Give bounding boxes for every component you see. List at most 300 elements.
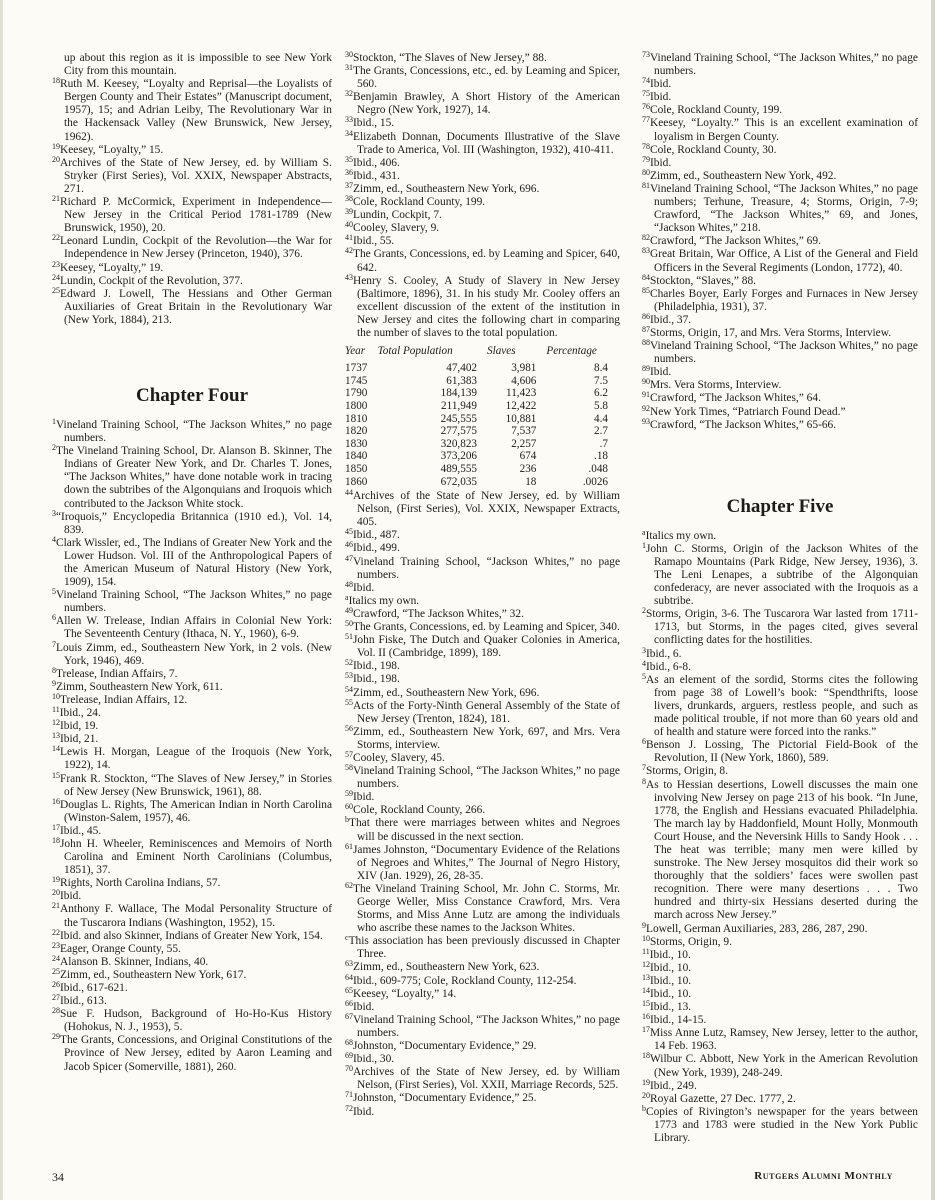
footnote-marker: 10 xyxy=(642,933,650,943)
footnote xyxy=(345,935,620,961)
footnote-text: Benson J. Lossing, The Pictorial Field-Book of the Revolution, II (New York, 1860), 589. xyxy=(646,739,918,765)
footnote xyxy=(52,235,332,261)
footnote-marker: 79 xyxy=(642,154,650,164)
footnote-marker: 78 xyxy=(642,141,650,151)
table-row xyxy=(345,400,620,413)
table-cell: 184,139 xyxy=(440,387,477,400)
footnote-marker: 31 xyxy=(345,63,353,73)
footnote-marker: 89 xyxy=(642,364,650,374)
footnote-text: Lowell, German Auxiliaries, 283, 286, 287, 290. xyxy=(646,922,868,935)
footnote xyxy=(345,961,620,974)
footnote-text: Crawford, “The Jackson Whites,” 65-66. xyxy=(650,418,837,431)
footnote-marker: 24 xyxy=(52,953,60,963)
footnote xyxy=(345,490,620,529)
footnote-text: Ibid. xyxy=(353,791,375,804)
footnote-text: Wilbur C. Abbott, New York in the American Revolution (New York, 1939), 248-249. xyxy=(650,1053,918,1079)
footnote-text: Cole, Rockland County, 30. xyxy=(650,143,777,156)
footnote-text: Cole, Rockland County, 199. xyxy=(353,196,486,209)
table-cell: 2,257 xyxy=(511,437,537,450)
footnote-text: Clark Wissler, ed., The Indians of Greater New York and the Lower Hudson. Vol. III of the Anthropological Papers of the American Museum of Natural History (New York, 1909), 154. xyxy=(56,536,332,589)
footnote-marker: 93 xyxy=(642,416,650,426)
footnote xyxy=(642,946,918,962)
footnote xyxy=(345,209,620,222)
footnote xyxy=(345,117,620,130)
footnote-text: Crawford, “The Jackson Whites,” 32. xyxy=(353,607,524,620)
table-cell: 1745 xyxy=(345,374,368,387)
footnote-marker: 92 xyxy=(642,403,650,413)
footnote-text: Zimm, Southeastern New York, 611. xyxy=(56,680,223,693)
footnote-marker: 50 xyxy=(345,619,353,629)
footnote-text: Ibid., 198. xyxy=(353,673,400,686)
footnote-marker: 86 xyxy=(642,311,650,321)
footnote-text: Italics my own. xyxy=(348,594,420,607)
footnote-text: Trelease, Indian Affairs, 12. xyxy=(60,693,188,706)
footnote-text: Ibid., 55. xyxy=(353,235,395,248)
footnote xyxy=(642,608,918,647)
footnote-marker: 18 xyxy=(642,1051,650,1061)
footnote-marker: 68 xyxy=(345,1038,353,1048)
table-cell: 320,823 xyxy=(440,437,477,450)
table-cell: 12,422 xyxy=(505,399,537,412)
footnote-text: Ibid., 431. xyxy=(353,169,400,182)
footnote-marker: 16 xyxy=(642,1012,650,1022)
footnote xyxy=(345,673,620,686)
footnote-text: Ibid. xyxy=(353,1000,375,1013)
footnote xyxy=(642,340,918,366)
footnote-text: Ibid. xyxy=(650,366,672,379)
footnote xyxy=(345,542,620,555)
footnote-marker: 42 xyxy=(345,246,353,256)
footnote-text: Rights, North Carolina Indians, 57. xyxy=(60,877,221,890)
footnote-marker: 64 xyxy=(345,972,353,982)
footnote-marker: 39 xyxy=(345,207,353,217)
footnote-marker: 44 xyxy=(345,488,353,498)
footnote-marker: 91 xyxy=(642,390,650,400)
footnote xyxy=(642,392,918,405)
footnote xyxy=(52,154,332,196)
footnote xyxy=(52,1034,332,1073)
footnote xyxy=(642,272,918,288)
footnote-marker: 73 xyxy=(642,50,650,59)
footnote xyxy=(52,615,332,641)
footnote-marker: 14 xyxy=(52,744,60,754)
footnote xyxy=(642,141,918,157)
footnote xyxy=(642,645,918,661)
footnote-marker: 58 xyxy=(345,763,353,773)
footnote xyxy=(52,940,332,956)
footnote-marker: 63 xyxy=(345,959,353,969)
table-row xyxy=(345,463,620,476)
footnote-marker: 1 xyxy=(52,416,56,426)
footnote xyxy=(52,890,332,903)
footnote-marker: 14 xyxy=(642,986,650,995)
footnote-text: Ibid. xyxy=(650,91,672,104)
footnote-marker: 33 xyxy=(345,115,353,125)
footnote-text: Ibid., 14-15. xyxy=(650,1014,707,1027)
footnote-marker: 17 xyxy=(52,822,60,832)
footnote xyxy=(345,697,620,726)
footnote-marker: 20 xyxy=(52,888,60,898)
footnote-text: Ibid., 30. xyxy=(353,1053,395,1066)
footnote xyxy=(345,1040,620,1053)
footnote-marker: 45 xyxy=(345,527,353,537)
footnote-marker: 4 xyxy=(52,534,56,544)
table-row xyxy=(345,387,620,400)
footnote-text: Storms, Origin, 8. xyxy=(646,765,728,778)
footnote xyxy=(345,723,620,752)
footnote-text: Cooley, Slavery, 9. xyxy=(353,222,440,235)
footnote-text: Archives of the State of New Jersey, ed. by William S. Stryker (First Series), Vol. XXIX, Newspaper Abstracts, 271. xyxy=(60,156,332,195)
footnote-marker: 19 xyxy=(52,875,60,885)
footnote-marker: 60 xyxy=(345,802,353,812)
chapter-five-heading: Chapter Five xyxy=(726,495,834,517)
footnote xyxy=(642,104,918,117)
table-cell: 4,606 xyxy=(511,374,537,387)
footnote-text: Lewis H. Morgan, League of the Iroquois (New York, 1922), 14. xyxy=(60,746,332,772)
footnote-marker: 1 xyxy=(642,540,646,550)
footnote-marker: 35 xyxy=(345,154,353,164)
footnote-marker: 13 xyxy=(642,972,650,982)
footnote xyxy=(642,248,918,274)
footnote xyxy=(642,324,918,340)
footnote-text: Trelease, Indian Affairs, 7. xyxy=(56,667,178,680)
footnote xyxy=(345,765,620,791)
footnote-marker: 22 xyxy=(52,233,60,243)
footnote-marker: 69 xyxy=(345,1051,353,1061)
page-number: 34 xyxy=(52,1170,64,1184)
footnote-marker: 12 xyxy=(642,959,650,969)
footnote-marker: 40 xyxy=(345,220,353,230)
footnote-marker: b xyxy=(642,1103,646,1113)
footnote xyxy=(345,880,620,935)
footnote-marker: b xyxy=(345,815,349,825)
footnote xyxy=(52,691,332,707)
footnote-marker: 25 xyxy=(52,285,60,295)
footnote-marker: 80 xyxy=(642,167,650,177)
table-cell: 5.8 xyxy=(594,399,608,412)
publication-name: Rutgers Alumni Monthly xyxy=(754,1170,893,1182)
footnote-text: John H. Wheeler, Reminiscences and Memoirs of North Carolina and Eminent North Carolinians (Columbus, 1851), 37. xyxy=(60,837,332,877)
footnote-text: Keesey, “Loyalty,” 14. xyxy=(353,987,457,1000)
footnote-text: Ibid., 499. xyxy=(353,542,400,555)
footnote-marker: 20 xyxy=(642,1090,650,1100)
footnote xyxy=(345,791,620,804)
footnote-text: Crawford, “The Jackson Whites,” 69. xyxy=(650,235,821,248)
table-cell: 11,423 xyxy=(506,387,537,400)
table-cell: .18 xyxy=(594,450,608,463)
footnote-marker: 23 xyxy=(52,259,60,269)
table-row xyxy=(345,375,620,388)
footnote xyxy=(52,665,332,681)
footnote xyxy=(345,529,620,542)
footnote xyxy=(345,1066,620,1092)
footnote xyxy=(52,141,332,157)
footnote-text: Lundin, Cockpit, 7. xyxy=(353,209,442,222)
footnote xyxy=(345,235,620,248)
chapter-four-footnotes-continued xyxy=(345,52,620,340)
footnote xyxy=(642,972,918,988)
footnote xyxy=(52,416,332,445)
footnote-text: As to Hessian desertions, Lowell discusses the main one involving New Jersey on page 213 of his book. “In June, 1778, the English and Hessians evacuated Philadelphia. The march lay by Haddonfield, Mount Holly, Monmouth Court House, and the Neversink Hills to Sandy Hook . . . The heat was terrible; many men were killed by sunstroke. The New Jersey mosquitos did their work so thoroughly that the soldiers’ faces were swollen past recognition. There were many desertions . . . Two hundred and thirty-six Hessians deserted during the march across New Jersey.” xyxy=(646,778,918,922)
footnote-text: Ibid., 609-775; Cole, Rockland County, 112-254. xyxy=(353,974,577,987)
footnote-text: Cooley, Slavery, 45. xyxy=(353,751,445,764)
column-left xyxy=(52,52,332,1132)
footnote-marker: 66 xyxy=(345,998,353,1008)
footnote xyxy=(642,658,918,674)
footnote xyxy=(52,707,332,720)
footnote xyxy=(345,660,620,673)
footnote xyxy=(52,445,332,510)
footnote xyxy=(642,933,918,949)
table-header-cell: Slaves xyxy=(487,345,516,358)
footnote-text: Lundin, Cockpit of the Revolution, 377. xyxy=(60,274,243,287)
footnote xyxy=(52,927,332,943)
footnote-text: Ibid. xyxy=(60,890,82,903)
footnote-marker: 83 xyxy=(642,246,650,256)
footnote-marker: 47 xyxy=(345,553,353,563)
footnote xyxy=(642,167,918,183)
footnote xyxy=(52,508,332,537)
footnote-text: Ibid., 6. xyxy=(646,647,682,660)
footnote xyxy=(52,589,332,615)
column-right xyxy=(642,50,918,1145)
table-cell: 7,537 xyxy=(511,425,537,438)
footnote-marker: 9 xyxy=(642,920,646,930)
footnote-marker: 29 xyxy=(52,1032,60,1042)
footnote-text: Crawford, “The Jackson Whites,” 64. xyxy=(650,392,821,405)
table-cell: 489,555 xyxy=(440,462,477,475)
table-cell: 672,035 xyxy=(440,475,477,488)
footnote-text: Ibid., 10. xyxy=(649,948,691,961)
footnote-marker: 38 xyxy=(345,194,353,204)
footnote-text: Ibid, 19. xyxy=(60,720,99,733)
footnote-marker: 11 xyxy=(52,705,60,715)
table-cell: 1850 xyxy=(345,462,368,475)
footnote-marker: 41 xyxy=(345,233,353,243)
footnote xyxy=(52,1008,332,1034)
footnote-marker: 2 xyxy=(52,443,56,453)
footnote xyxy=(345,91,620,117)
table-cell: 1860 xyxy=(345,475,368,488)
footnote-text: Copies of Rivington’s newspaper for the years between 1773 and 1783 were studied in the New York Public Library. xyxy=(646,1105,918,1145)
footnote-text: Elizabeth Donnan, Documents Illustrative of the Slave Trade to America, Vol. III (Washington, 1932), 410-411. xyxy=(353,130,620,156)
table-cell: 7.5 xyxy=(594,374,608,387)
footnote-marker: 6 xyxy=(52,613,56,623)
table-header-cell: Total Population xyxy=(377,345,453,358)
footnote-marker: 25 xyxy=(52,966,60,976)
footnote xyxy=(52,534,332,589)
footnote xyxy=(345,1103,620,1119)
footnote xyxy=(345,621,620,634)
footnote-text: Zimm, ed., Southeastern New York, 492. xyxy=(650,169,837,182)
footnote xyxy=(52,796,332,825)
footnote xyxy=(52,678,332,694)
footnote-text: Ibid., 406. xyxy=(353,156,400,169)
footnote-text: As an element of the sordid, Storms cites the following from page 38 of Lowell’s book: “Spendthrifts, loose livers, drunkards, arguers, restless people, and such as made political trouble, if not more than 60 years old and of health and stature were forced into the ranks.” xyxy=(646,673,918,739)
footnote-marker: 59 xyxy=(345,789,353,799)
table-header-row xyxy=(345,345,620,362)
table-cell: 211,949 xyxy=(441,399,477,412)
footnote-text: Mrs. Vera Storms, Interview. xyxy=(650,379,782,392)
footnote xyxy=(345,972,620,988)
footnote-text: Zimm, ed., Southeastern New York, 696. xyxy=(353,182,540,195)
footnote xyxy=(345,1053,620,1066)
footnote xyxy=(642,1014,918,1027)
footnote-marker: 57 xyxy=(345,749,353,759)
footnote-text: “Iroquois,” Encyclopedia Britannica (1910 ed.), Vol. 14, 839. xyxy=(56,510,332,536)
footnote-marker: 15 xyxy=(52,770,60,780)
footnote-marker: 18 xyxy=(52,76,60,86)
footnote-text: Keesey, “Loyalty.” This is an excellent examination of loyalism in Bergen County. xyxy=(650,117,918,143)
footnote-text: Allen W. Trelease, Indian Affairs in Colonial New York: The Seventeenth Century (Ithaca, N. Y., 1960), 6-9. xyxy=(56,615,332,641)
footnote-marker: 46 xyxy=(345,540,353,550)
table-cell: 236 xyxy=(519,462,537,475)
footnote-marker: 8 xyxy=(52,665,56,675)
footnote-text: Ibid. xyxy=(353,1105,375,1118)
footnote xyxy=(345,65,620,91)
footnote-text: The Vineland Training School, Mr. John C. Storms, Mr. George Weller, Miss Constance Crawford, Mrs. Vera Storms, and Miss Anne Lutz are among the individuals who ascribe these names to the Jackson Whites. xyxy=(353,882,620,935)
footnote-text: Royal Gazette, 27 Dec. 1777, 2. xyxy=(650,1092,796,1105)
footnote xyxy=(52,966,332,982)
footnote-text: Ibid. xyxy=(353,581,375,594)
table-body xyxy=(345,362,620,488)
footnote-text: Ibid. and also Skinner, Indians of Greater New York, 154. xyxy=(60,929,323,942)
table-cell: .048 xyxy=(588,462,608,475)
footnote-text: Stockton, “The Slaves of New Jersey,” 88. xyxy=(353,52,547,64)
footnote xyxy=(345,749,620,765)
footnote xyxy=(52,877,332,890)
footnote xyxy=(52,259,332,275)
footnote-marker: 23 xyxy=(52,940,60,950)
footnote xyxy=(52,835,332,877)
table-cell: 1810 xyxy=(345,412,368,425)
footnote-text: Storms, Origin, 17, and Mrs. Vera Storms, Interview. xyxy=(650,326,892,339)
footnote-marker: 21 xyxy=(52,194,60,204)
table-row xyxy=(345,450,620,463)
table-cell: 1790 xyxy=(345,387,368,400)
footnote xyxy=(345,592,620,608)
footnote-marker: 15 xyxy=(642,999,650,1009)
footnote-text: Ibid., 37. xyxy=(650,313,692,326)
footnote-marker: 32 xyxy=(345,89,353,99)
footnote-text: Stockton, “Slaves,” 88. xyxy=(650,274,756,287)
footnote-text: Ibid., 10. xyxy=(650,974,692,987)
table-cell: 1737 xyxy=(345,362,368,375)
footnote-text: Zimm, ed., Southeastern New York, 696. xyxy=(353,686,540,699)
footnote-text: Vineland Training School, “The Jackson Whites,” no page numbers. xyxy=(56,418,332,445)
footnote-marker: 10 xyxy=(52,691,60,701)
footnote-marker: 62 xyxy=(345,880,353,890)
footnote xyxy=(642,78,918,91)
footnote-text: Vineland Training School, “Jackson Whites,” no page numbers. xyxy=(353,555,620,581)
footnote-marker: 16 xyxy=(52,796,60,806)
footnote xyxy=(52,639,332,668)
footnote-marker: 8 xyxy=(642,776,646,786)
footnote-marker: a xyxy=(642,527,646,537)
footnote-text: Johnston, “Documentary Evidence,” 25. xyxy=(353,1092,537,1105)
footnote-marker: 88 xyxy=(642,338,650,348)
footnote-marker: 26 xyxy=(52,980,60,989)
footnote-list-continued xyxy=(52,52,332,327)
footnote xyxy=(642,527,918,543)
footnote-text: James Johnston, “Documentary Evidence of the Relations of Negroes and Whites,” The Journal of Negro History, XIV (Jan. 1929), 26, 28-35. xyxy=(353,843,620,882)
footnote-text: Sue F. Hudson, Background of Ho-Ho-Kus History (Hohokus, N. J., 1953), 5. xyxy=(60,1008,332,1034)
footnote-text: up about this region as it is impossible to see New York City from this mountain. xyxy=(64,52,332,78)
footnote-marker: 54 xyxy=(345,684,353,694)
footnote xyxy=(52,78,332,143)
footnote-text: Richard P. McCormick, Experiment in Independence—New Jersey in the Critical Period 1781-1789 (New Brunswick, 1950), 20. xyxy=(60,196,332,235)
footnote-text: Louis Zimm, ed., Southeastern New York, in 2 vols. (New York, 1946), 469. xyxy=(56,641,332,667)
footnote-text: Keesey, “Loyalty,” 19. xyxy=(60,261,164,274)
chapter-five-footnotes xyxy=(642,527,918,1145)
footnote xyxy=(642,180,918,235)
footnote xyxy=(52,903,332,929)
footnote-marker: 74 xyxy=(642,76,650,86)
footnote-text: Ibid., 10. xyxy=(650,988,692,1000)
footnote-text: Vineland Training School, “The Jackson Whites,” no page numbers; Terhune, Treasure, 4; Storms, Origin, 7-9; Crawford, “The Jackson Whites,” 69, and Jones, “Jackson Whites,” 218. xyxy=(650,182,918,235)
table-cell: 373,206 xyxy=(440,450,477,463)
footnote xyxy=(642,540,918,608)
footnote xyxy=(345,196,620,209)
footnote xyxy=(642,379,918,392)
table-cell: 1820 xyxy=(345,425,368,438)
footnote-text: Cole, Rockland County, 199. xyxy=(650,104,783,117)
footnote-text: Ibid, 21. xyxy=(60,733,99,746)
table-row xyxy=(345,362,620,375)
footnote xyxy=(642,671,918,739)
footnote xyxy=(642,776,918,923)
footnote xyxy=(52,770,332,799)
footnote-marker: 27 xyxy=(52,993,60,1003)
table-cell: 245,555 xyxy=(440,412,477,425)
footnote-text: The Grants, Concessions, and Original Constitutions of the Province of New Jersey, edited by Aaron Leaming and Jacob Spicer (Somerville, 1881), 260. xyxy=(60,1034,332,1073)
footnote xyxy=(345,167,620,183)
footnote xyxy=(52,953,332,969)
footnote-marker: 67 xyxy=(345,1011,353,1021)
footnote-text: Zimm, ed., Southeastern New York, 697, and Mrs. Vera Storms, interview. xyxy=(353,725,620,751)
footnote-text: Miss Anne Lutz, Ramsey, New Jersey, letter to the author, 14 Feb. 1963. xyxy=(650,1027,918,1053)
footnote xyxy=(52,982,332,995)
footnote xyxy=(642,739,918,765)
footnote xyxy=(642,403,918,419)
footnote xyxy=(345,154,620,170)
footnote xyxy=(642,52,918,78)
footnote-text: Vineland Training School, “The Jackson Whites,” no page numbers. xyxy=(353,765,620,791)
footnote xyxy=(52,196,332,235)
footnote-marker: 82 xyxy=(642,233,650,243)
footnote xyxy=(345,1011,620,1040)
footnote-marker: 43 xyxy=(345,272,353,282)
footnote-marker: 77 xyxy=(642,115,650,125)
footnote xyxy=(642,1103,918,1145)
footnote-text: Ibid., 15. xyxy=(353,117,395,130)
footnote-marker: 7 xyxy=(52,639,56,649)
table-cell: 10,881 xyxy=(505,412,537,425)
footnote-text: Ibid., 198. xyxy=(353,660,400,673)
footnote-marker: 5 xyxy=(52,587,56,597)
footnote-marker: 19 xyxy=(52,141,60,151)
footnote-marker: 3 xyxy=(52,508,56,518)
slave-population-table xyxy=(345,345,620,488)
footnote-text: Ibid., 6-8. xyxy=(646,660,691,673)
footnote-marker: 37 xyxy=(345,180,353,190)
footnote-marker: 81 xyxy=(642,180,650,190)
footnote-marker: 84 xyxy=(642,272,650,282)
footnote-text: Alanson B. Skinner, Indians, 40. xyxy=(60,955,209,968)
footnote-text: The Grants, Concessions, etc., ed. by Leaming and Spicer, 560. xyxy=(353,65,620,91)
footnote xyxy=(345,52,620,65)
footnote-text: That there were marriages between whites and Negroes will be discussed in the next section. xyxy=(349,817,620,843)
